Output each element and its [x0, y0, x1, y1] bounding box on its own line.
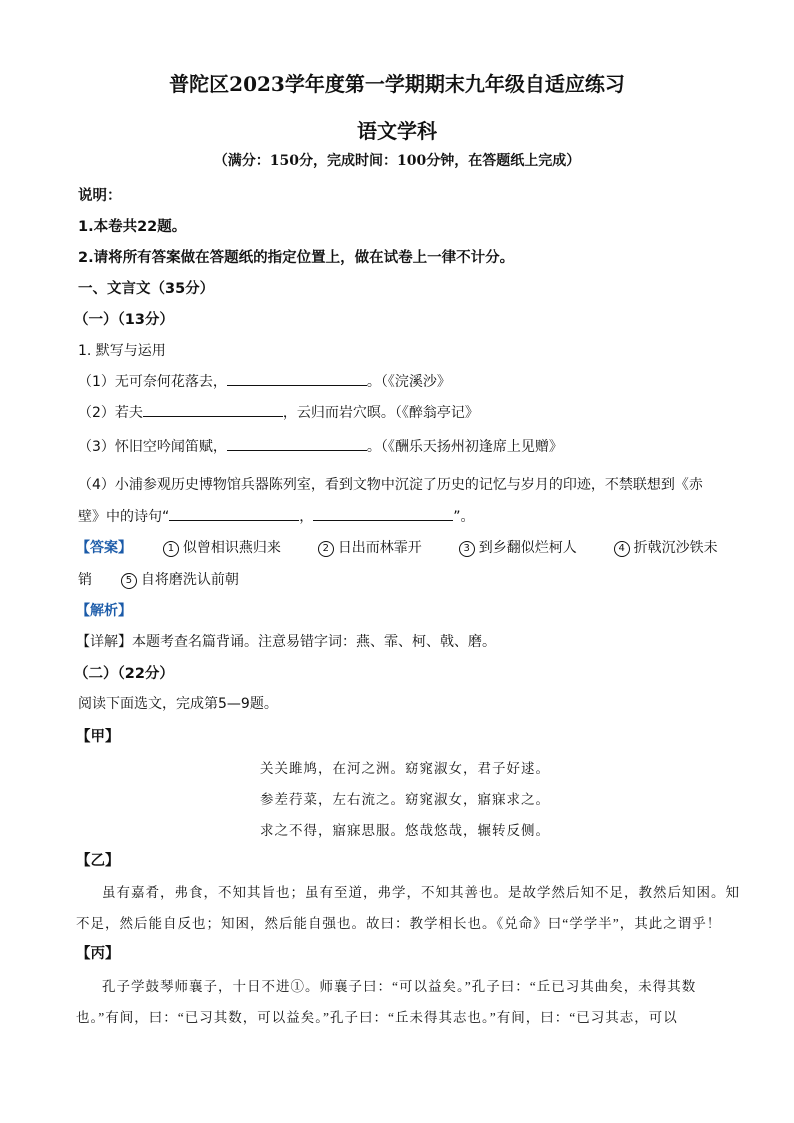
passage-yi-label: 【乙】 — [76, 853, 120, 869]
instruction-item-2: 2.请将所有答案做在答题纸的指定位置上，做在试卷上一律不计分。 — [78, 250, 515, 266]
answer-label: 【答案】 — [76, 540, 132, 556]
detail-explanation: 【详解】本题考查名篇背诵。注意易错字词：燕、霏、柯、戟、磨。 — [76, 634, 496, 650]
answer-text: 似曾相识燕归来 — [182, 540, 281, 556]
answer-blank — [227, 436, 367, 451]
question-1-1 — [78, 371, 451, 391]
passage-yi-line2: 不足，然后能自反也；知困，然后能自强也。故曰：教学相长也。《兑命》曰“学学半”，其此之谓乎！ — [76, 916, 722, 931]
passage-jia-label: 【甲】 — [76, 729, 120, 745]
question-1-1-prefix: （1）无可奈何花落去， — [78, 374, 227, 390]
passage-bing-line1: 孔子学鼓琴师襄子，十日不进①。师襄子曰：“可以益矣。”孔子曰：“丘已习其曲矣，未得其数 — [102, 979, 697, 994]
question-1-3-prefix: （3）怀旧空吟闻笛赋， — [78, 439, 227, 455]
subject-title: 语文学科 — [357, 119, 437, 143]
answer-blank — [143, 402, 283, 417]
question-1-4-suffix: ”。 — [453, 509, 475, 525]
answer-item-3 — [459, 540, 577, 556]
answer-text: 到乡翻似烂柯人 — [478, 540, 577, 556]
question-1-3-suffix: 。（《酬乐天扬州初逢席上见赠》 — [366, 439, 563, 455]
answer-item-1 — [163, 540, 281, 556]
question-1-2 — [78, 402, 479, 422]
part2-heading: （二）（22分） — [74, 666, 174, 682]
question-1-4-line2 — [78, 506, 475, 526]
question-1-4-mid: ， — [299, 509, 314, 525]
passage-bing-line2: 也。”有间，曰：“已习其数，可以益矣。”孔子曰：“丘未得其志也。”有间，曰：“已习其志，可以 — [76, 1010, 678, 1025]
circled-number: 4 — [614, 541, 630, 557]
answer-blank — [169, 506, 299, 521]
question-1-2-suffix: ，云归而岩穴暝。（《醉翁亭记》 — [282, 405, 479, 421]
answer-item-5 — [121, 572, 239, 588]
exam-title: 普陀区2023学年度第一学期期末九年级自适应练习 — [169, 72, 625, 96]
circled-number: 5 — [121, 573, 137, 589]
section-heading: 一、文言文（35分） — [78, 281, 215, 297]
answer-text: 自将磨洗认前朝 — [140, 572, 239, 588]
exam-info: （满分：150分，完成时间：100分钟，在答题纸上完成） — [213, 153, 581, 169]
answer-text: 日出而林霏开 — [337, 540, 422, 556]
question-1-4-line1: （4）小浦参观历史博物馆兵器陈列室，看到文物中沉淀了历史的记忆与岁月的印迹，不禁联想到《赤 — [78, 477, 703, 493]
answer-blank — [227, 371, 367, 386]
question-1-1-suffix: 。（《浣溪沙》 — [366, 374, 451, 390]
question-1-4-prefix: 壁》中的诗句“ — [78, 509, 170, 525]
passage-bing-label: 【丙】 — [76, 946, 120, 962]
instruction-item-1: 1.本卷共22题。 — [78, 219, 187, 235]
answer-item-2 — [318, 540, 422, 556]
analysis-label — [76, 600, 132, 620]
passage-yi-line1: 虽有嘉肴，弗食，不知其旨也；虽有至道，弗学，不知其善也。是故学然后知不足，教然后知困。知 — [102, 885, 740, 900]
instructions-heading: 说明： — [78, 188, 122, 204]
passage-jia-line: 求之不得，寤寐思服。悠哉悠哉，辗转反侧。 — [260, 823, 550, 838]
circled-number: 2 — [318, 541, 334, 557]
answer-wrap: 销 — [78, 572, 92, 588]
question-1-2-prefix: （2）若夫 — [78, 405, 143, 421]
answer-line — [76, 537, 718, 557]
part2-intro: 阅读下面选文，完成第5—9题。 — [78, 696, 278, 712]
circled-number: 3 — [459, 541, 475, 557]
passage-jia-line: 关关雎鸠，在河之洲。窈窕淑女，君子好逑。 — [260, 761, 550, 776]
analysis-label-text: 【解析】 — [76, 603, 132, 619]
answer-item-4 — [614, 540, 718, 556]
question-1-3 — [78, 436, 563, 456]
question-1-title: 1. 默写与运用 — [78, 343, 166, 359]
answer-text: 折戟沉沙铁未 — [633, 540, 718, 556]
answer-line-2 — [78, 569, 239, 589]
circled-number: 1 — [163, 541, 179, 557]
passage-jia-line: 参差荇菜，左右流之。窈窕淑女，寤寐求之。 — [260, 792, 550, 807]
part1-heading: （一）（13分） — [74, 312, 174, 328]
answer-blank — [313, 506, 453, 521]
